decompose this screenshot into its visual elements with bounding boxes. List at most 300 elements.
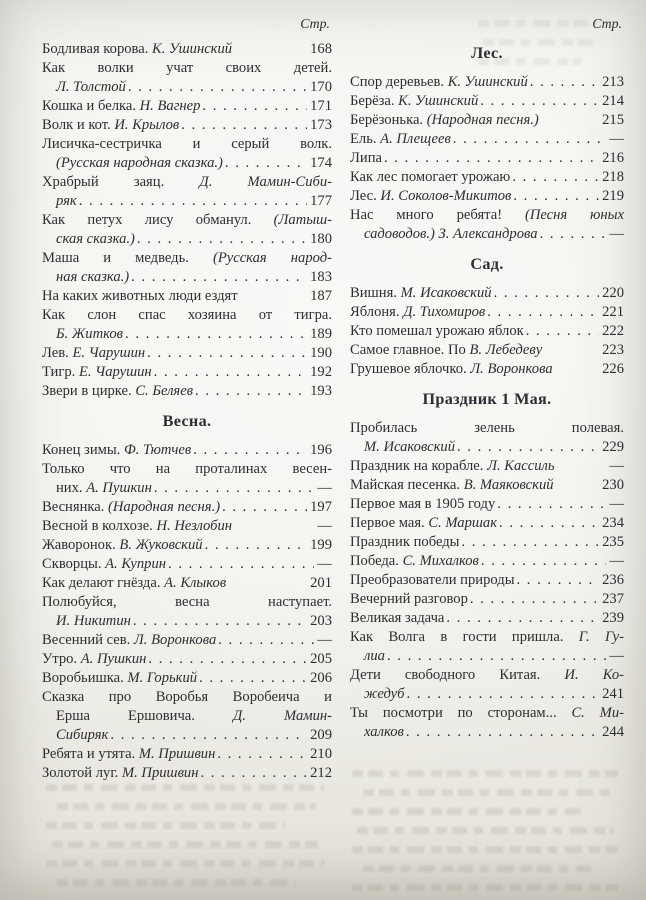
toc-entry (350, 187, 624, 206)
author-name: А. Пушкин (86, 480, 152, 496)
page-number: 189 (310, 326, 332, 342)
toc-entry (42, 211, 332, 249)
author-name: И. Никитин (56, 613, 131, 629)
dot-leader (205, 536, 308, 555)
page-number: — (609, 496, 624, 512)
toc-entry-text (56, 78, 126, 97)
dot-leader (540, 225, 607, 244)
title-text: Спор деревьев. (350, 74, 448, 90)
title-text: Сказка про Воробья Воробеича и (42, 689, 332, 705)
toc-entry-text (350, 514, 497, 533)
toc-entry-text (350, 322, 524, 341)
dot-leader (387, 647, 606, 666)
author-name: А. Пушкин (80, 651, 147, 667)
author-name: Е. Чарушин (78, 364, 152, 380)
toc-entry-text (42, 536, 203, 555)
page-number: 203 (310, 613, 332, 629)
author-name: Л. Воронкова (470, 361, 553, 377)
author-name: С. Михалков (402, 553, 479, 569)
toc-entry-text (42, 40, 232, 59)
title-text: Бодливая корова. (42, 41, 153, 57)
toc-column-body-right (350, 44, 624, 742)
author-name: Ф. Тютчев (123, 442, 192, 458)
title-text: Весенний сев. (42, 632, 134, 648)
toc-entry (42, 441, 332, 460)
title-text: Как волки учат своих детей. (42, 60, 332, 76)
title-text: Победа. (350, 553, 403, 569)
toc-entry (42, 306, 332, 344)
title-text: Лисичка-сестричка и серый волк. (42, 136, 332, 152)
dot-leader (133, 612, 307, 631)
toc-entry (42, 249, 332, 287)
toc-entry-line (42, 363, 332, 382)
author-name: М. Пришвин (138, 746, 216, 762)
toc-entry-line (350, 360, 624, 379)
page-number: 235 (602, 534, 624, 550)
page-number: 193 (310, 383, 332, 399)
toc-entry (42, 593, 332, 631)
toc-entry-text (42, 363, 152, 382)
toc-entry-text (350, 476, 554, 495)
author-name: М. Горький (127, 670, 198, 686)
toc-entry (42, 135, 332, 173)
author-name: (Латыш- (273, 212, 332, 228)
toc-entry-line (42, 536, 332, 555)
toc-entry (42, 287, 332, 306)
toc-entry (350, 111, 624, 130)
toc-entry-text (42, 287, 238, 306)
toc-entry-text (42, 517, 232, 536)
author-name: Г. Гу- (578, 629, 624, 645)
author-name: (Русская народная сказка.) (56, 155, 223, 171)
title-text: них. (56, 480, 87, 496)
page-number: 187 (310, 288, 332, 304)
dot-leader (202, 97, 307, 116)
toc-entry-line (350, 73, 624, 92)
title-text: Как слон спас хозяина от тигра. (42, 307, 332, 323)
page-number: 196 (310, 442, 332, 458)
title-text: Преобразователи природы (350, 572, 515, 588)
dot-leader (225, 154, 307, 173)
page-number: 209 (310, 727, 332, 743)
dot-leader (513, 187, 599, 206)
toc-entry (350, 341, 624, 360)
dot-leader (199, 669, 307, 688)
toc-entry-text (42, 116, 179, 135)
toc-entry-text (350, 111, 539, 130)
dot-leader (125, 325, 307, 344)
page-number: — (609, 648, 624, 664)
dot-leader (193, 441, 307, 460)
page-number: 218 (602, 169, 624, 185)
toc-entry-line (42, 40, 332, 59)
toc-entry-line (42, 306, 332, 325)
author-name: Л. Воронкова (133, 632, 217, 648)
dot-leader (195, 382, 307, 401)
author-name: А. Клыков (164, 575, 227, 591)
toc-entry-text (364, 438, 455, 457)
toc-entry-line (350, 130, 624, 149)
author-name: (Народная песня.) (108, 499, 221, 515)
page-number: 201 (310, 575, 332, 591)
toc-entry (350, 419, 624, 457)
dot-leader (406, 723, 599, 742)
toc-entry (42, 631, 332, 650)
page-number: 219 (602, 188, 624, 204)
title-text: Ель. (350, 131, 381, 147)
toc-entry-text (56, 154, 223, 173)
page-number: 216 (602, 150, 624, 166)
title-text: Ерша Ершовича. (56, 708, 234, 724)
toc-entry-text (364, 723, 404, 742)
toc-entry-line (42, 230, 332, 249)
title-text: Праздник на корабле. (350, 458, 488, 474)
dot-leader (470, 590, 599, 609)
toc-entry-text (42, 764, 198, 783)
dot-leader (137, 230, 307, 249)
page-number: 210 (310, 746, 332, 762)
title-text: Первое мая. (350, 515, 429, 531)
author-name: (Народная песня.) (426, 112, 539, 128)
toc-entry-line (350, 303, 624, 322)
author-name: Н. Вагнер (139, 98, 201, 114)
toc-entry-text (56, 268, 129, 287)
title-text: Как лес помогает урожаю (350, 169, 511, 185)
title-text: Как Волга в гости пришла. (350, 629, 579, 645)
toc-entry-line (42, 287, 332, 306)
page-number: — (317, 632, 332, 648)
toc-entry-line (350, 419, 624, 438)
toc-entry-line (42, 460, 332, 479)
author-name: Е. Чарушин (72, 345, 146, 361)
author-name: М. Пришвин (121, 765, 199, 781)
toc-entry-text (364, 647, 385, 666)
author-name: Б. Житков (56, 326, 124, 342)
author-name: жедуб (364, 686, 405, 702)
toc-entry (350, 571, 624, 590)
toc-entry-line (42, 745, 332, 764)
dot-leader (200, 764, 307, 783)
page-bleedthrough-bottom-left (46, 784, 324, 898)
toc-entry-text (56, 726, 108, 745)
toc-entry-text (42, 555, 166, 574)
dot-leader (131, 268, 307, 287)
toc-entry-line (350, 187, 624, 206)
toc-entry (42, 555, 332, 574)
author-name: К. Ушинский (447, 74, 528, 90)
toc-entry-line (42, 555, 332, 574)
toc-entry-line (350, 704, 624, 723)
toc-entry-text (42, 498, 220, 517)
toc-entry-line (42, 192, 332, 211)
toc-entry-line (42, 173, 332, 192)
title-text: Как делают гнёзда. (42, 575, 165, 591)
title-text: Утро. (42, 651, 81, 667)
toc-entry (350, 322, 624, 341)
toc-entry (350, 149, 624, 168)
toc-entry-line (350, 590, 624, 609)
page-number: 229 (602, 439, 624, 455)
toc-entry-line (42, 479, 332, 498)
page-number: — (609, 458, 624, 474)
page-number: 212 (310, 765, 332, 781)
toc-entry (350, 514, 624, 533)
author-name: лиа (364, 648, 385, 664)
title-text: Кто помешал урожаю яблок (350, 323, 524, 339)
toc-entry-text (42, 745, 215, 764)
toc-entry-text (56, 612, 131, 631)
toc-entry-text (42, 669, 197, 688)
title-text: Лев. (42, 345, 73, 361)
title-text: Весной в колхозе. (42, 518, 157, 534)
title-text: Вечерний разговор (350, 591, 468, 607)
toc-entry (350, 130, 624, 149)
page-number: 230 (602, 477, 624, 493)
page-number: 223 (602, 342, 624, 358)
page-number: 180 (310, 231, 332, 247)
author-name: А. Куприн (105, 556, 167, 572)
page-number: 236 (602, 572, 624, 588)
toc-entry-line (350, 723, 624, 742)
title-text: Храбрый заяц. (42, 174, 200, 190)
toc-entry-line (350, 628, 624, 647)
toc-entry-line (42, 726, 332, 745)
toc-entry-text (350, 533, 459, 552)
author-name: В. Маяковский (463, 477, 554, 493)
page-number: 173 (310, 117, 332, 133)
author-name: (Песня юных (524, 207, 624, 223)
page-column-header: Стр. (300, 16, 330, 31)
toc-entry (350, 704, 624, 742)
title-text: Конец зимы. (42, 442, 124, 458)
toc-entry-line (42, 631, 332, 650)
page-number: 220 (602, 285, 624, 301)
author-name: ская сказка.) (56, 231, 135, 247)
toc-entry-text (42, 631, 216, 650)
author-name: Д. Мамин-Сиби- (199, 174, 332, 190)
author-name: Л. Толстой (56, 79, 126, 95)
page-number: 192 (310, 364, 332, 380)
toc-entry-line (350, 666, 624, 685)
author-name: К. Ушинский (152, 41, 233, 57)
toc-entry (350, 284, 624, 303)
dot-leader (480, 92, 599, 111)
dot-leader (494, 284, 600, 303)
toc-entry (350, 303, 624, 322)
page-number: 244 (602, 724, 624, 740)
toc-entry-line (350, 571, 624, 590)
author-name: С. Ми- (571, 705, 624, 721)
author-name: М. Исаковский (400, 285, 492, 301)
title-text: Ребята и утята. (42, 746, 139, 762)
toc-entry-line (350, 341, 624, 360)
toc-column-right (350, 14, 624, 742)
toc-entry-text (350, 149, 382, 168)
author-name: И. Соколов-Микитов (380, 188, 512, 204)
title-text: Ты посмотри по сторонам... (350, 705, 572, 721)
toc-column-left (42, 14, 332, 783)
toc-entry-line (350, 284, 624, 303)
toc-entry-line (42, 498, 332, 517)
title-text: На каких животных люди ездят (42, 288, 238, 304)
toc-entry-text (350, 360, 553, 379)
toc-entry (350, 360, 624, 379)
toc-entry-text (56, 325, 123, 344)
section-heading: Сад. (470, 255, 504, 273)
dot-leader (487, 303, 599, 322)
title-text: Веснянка. (42, 499, 109, 515)
toc-column-body-left (42, 40, 332, 783)
author-name: З. Александрова (438, 226, 538, 242)
dot-leader (218, 631, 314, 650)
page-number: 168 (310, 41, 332, 57)
title-text: Золотой луг. (42, 765, 122, 781)
toc-entry (42, 498, 332, 517)
page-number: 171 (310, 98, 332, 114)
toc-entry (42, 116, 332, 135)
toc-entry (42, 764, 332, 783)
page-bleedthrough-bottom-right (352, 770, 618, 900)
title-text: Волк и кот. (42, 117, 115, 133)
toc-entry-line (42, 154, 332, 173)
page-number: 174 (310, 155, 332, 171)
title-text: Лес. (350, 188, 381, 204)
page-number: 205 (310, 651, 332, 667)
toc-entry-text (56, 192, 77, 211)
page-number: 214 (602, 93, 624, 109)
dot-leader (517, 571, 600, 590)
title-text: Грушевое яблочко. (350, 361, 471, 377)
toc-entry (350, 495, 624, 514)
dot-leader (384, 149, 599, 168)
toc-entry-line (42, 325, 332, 344)
author-name: ряк (56, 193, 77, 209)
toc-entry (42, 382, 332, 401)
author-name: Сибиряк (56, 727, 109, 743)
title-text: Тигр. (42, 364, 79, 380)
dot-leader (461, 533, 599, 552)
toc-entry-text (350, 73, 528, 92)
toc-entry-line (42, 382, 332, 401)
page-number: 170 (310, 79, 332, 95)
toc-entry (350, 590, 624, 609)
toc-entry (350, 73, 624, 92)
toc-entry-line (350, 533, 624, 552)
toc-entry-line (42, 574, 332, 593)
toc-entry-text (56, 230, 135, 249)
dot-leader (181, 116, 307, 135)
toc-entry (42, 574, 332, 593)
toc-entry-line (42, 268, 332, 287)
title-text: Майская песенка. (350, 477, 464, 493)
dot-leader (446, 609, 599, 628)
toc-entry (350, 609, 624, 628)
author-name: Д. Мамин- (233, 708, 332, 724)
title-text: Берёзонька. (350, 112, 427, 128)
dot-leader (168, 555, 314, 574)
toc-entry-line (350, 149, 624, 168)
author-name: халков (364, 724, 404, 740)
author-name: (Русская народ- (212, 250, 332, 266)
toc-entry-text (364, 225, 538, 244)
toc-entry-line (42, 249, 332, 268)
toc-entry-line (350, 225, 624, 244)
title-text: Маша и медведь. (42, 250, 213, 266)
dot-leader (217, 745, 307, 764)
toc-entry-line (42, 78, 332, 97)
toc-entry-text (364, 685, 405, 704)
page-number: — (317, 518, 332, 534)
toc-entry (350, 457, 624, 476)
page-number: 234 (602, 515, 624, 531)
author-name: садоводов.) (364, 226, 439, 242)
toc-entry-text (350, 187, 511, 206)
dot-leader (154, 479, 315, 498)
toc-entry-text (350, 457, 555, 476)
toc-entry-line (42, 344, 332, 363)
toc-entry-line (42, 211, 332, 230)
title-text: Вишня. (350, 285, 401, 301)
toc-entry-line (42, 135, 332, 154)
toc-entry-text (350, 571, 515, 590)
toc-entry-text (42, 441, 191, 460)
toc-entry-line (42, 97, 332, 116)
author-name: С. Беляев (135, 383, 194, 399)
toc-entry-line (42, 707, 332, 726)
title-text: Звери в цирке. (42, 383, 136, 399)
toc-entry (350, 168, 624, 187)
dot-leader (154, 363, 307, 382)
toc-entry-line (350, 92, 624, 111)
title-text: Великая задача (350, 610, 445, 626)
toc-entry (350, 666, 624, 704)
toc-entry-text (350, 552, 479, 571)
dot-leader (79, 192, 307, 211)
page-number: 177 (310, 193, 332, 209)
author-name: Н. Незлобин (156, 518, 232, 534)
toc-entry-text (350, 284, 492, 303)
page-column-header: Стр. (592, 16, 622, 31)
title-text: Полюбуйся, весна наступает. (42, 594, 332, 610)
title-text: Воробьишка. (42, 670, 128, 686)
dot-leader (457, 438, 599, 457)
page-number: 199 (310, 537, 332, 553)
toc-entry-text (350, 590, 468, 609)
dot-leader (481, 552, 607, 571)
section-heading: Весна. (162, 412, 212, 430)
toc-entry-text (56, 479, 152, 498)
toc-entry-line (350, 609, 624, 628)
toc-entry (42, 97, 332, 116)
title-text: Липа (350, 150, 382, 166)
toc-entry-line (350, 495, 624, 514)
toc-entry-line (350, 457, 624, 476)
dot-leader (222, 498, 307, 517)
author-name: К. Ушинский (398, 93, 479, 109)
toc-entry (350, 92, 624, 111)
toc-entry (42, 59, 332, 97)
title-text: Нас много ребята! (350, 207, 525, 223)
title-text: Только что на проталинах весен- (42, 461, 332, 477)
title-text: Праздник победы (350, 534, 460, 550)
toc-entry-line (350, 438, 624, 457)
author-name: С. Маршак (428, 515, 498, 531)
page-number: 221 (602, 304, 624, 320)
toc-entry (42, 745, 332, 764)
toc-entry (350, 206, 624, 244)
toc-entry-text (42, 574, 226, 593)
page-number: 206 (310, 670, 332, 686)
